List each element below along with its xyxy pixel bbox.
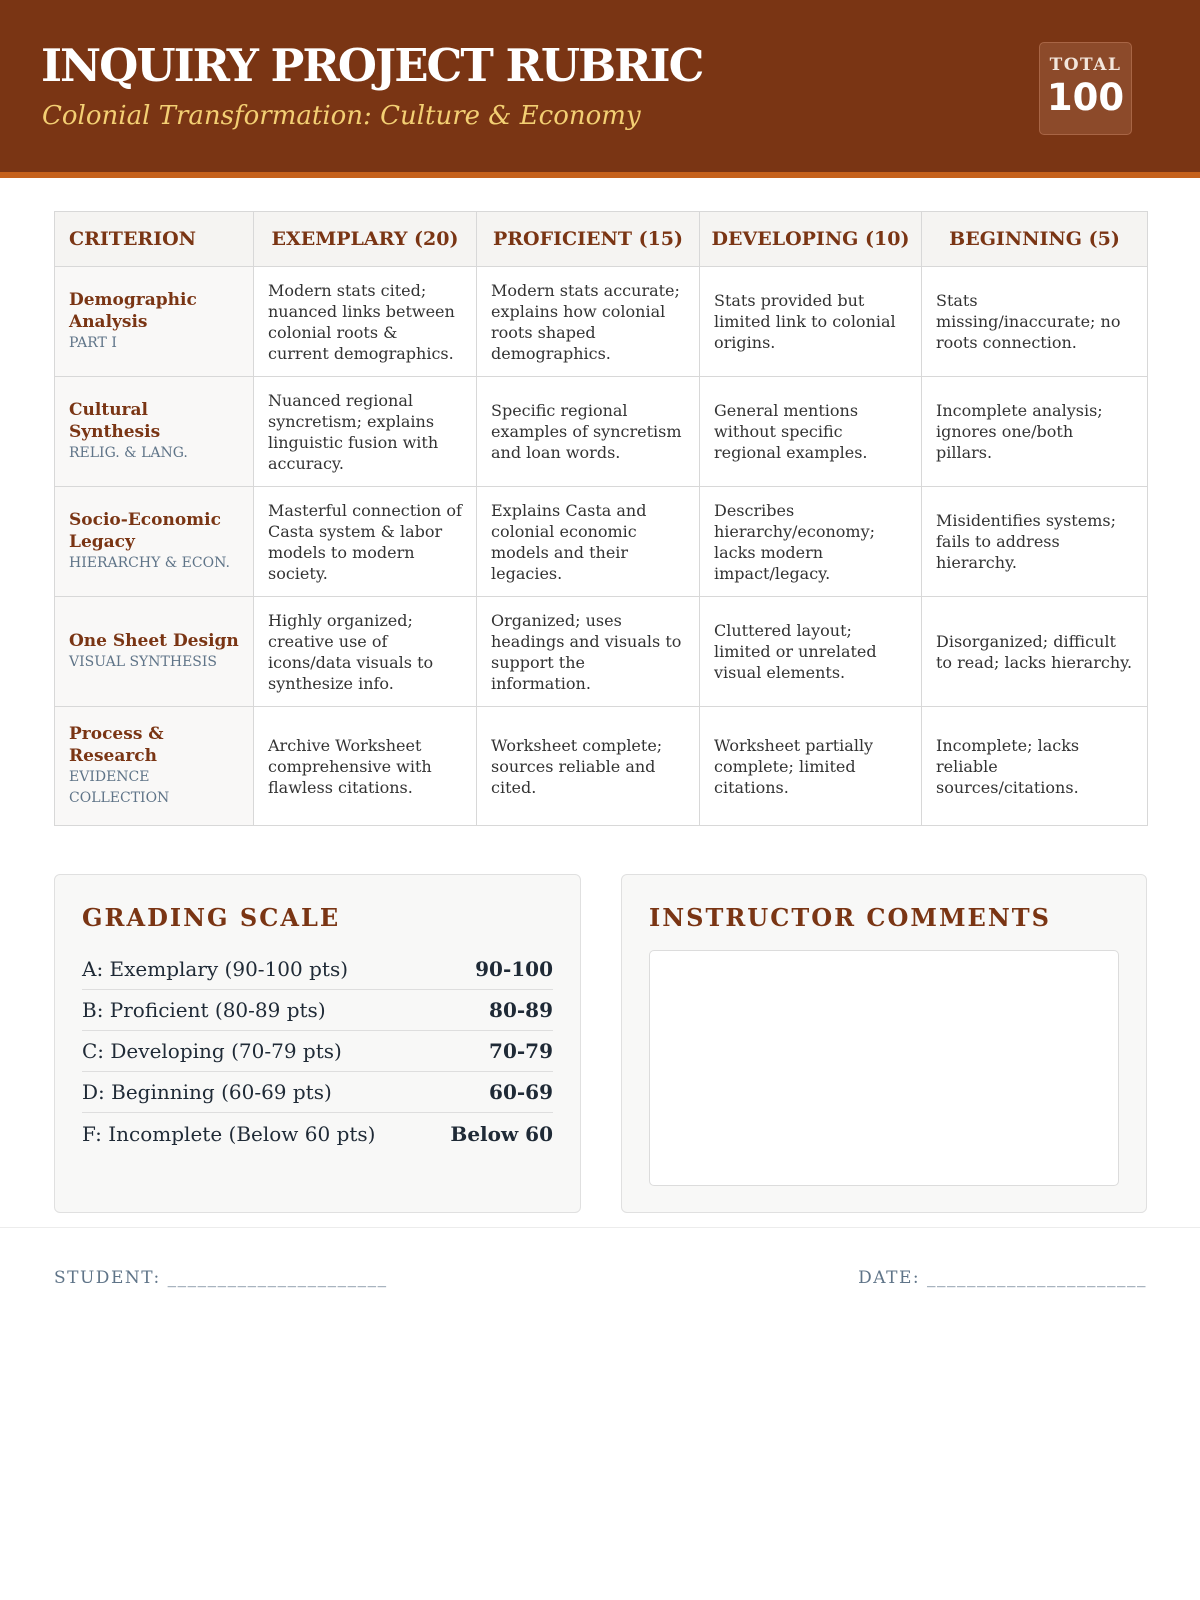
criterion-subtitle: RELIG. & LANG. bbox=[69, 445, 188, 461]
grade-range: Below 60 bbox=[450, 1121, 553, 1146]
descriptor-cell: Nuanced regional syncretism; explains linguistic fusion with accuracy. bbox=[254, 377, 477, 487]
descriptor-cell: Incomplete analysis; ignores one/both pillars. bbox=[922, 377, 1148, 487]
column-header-developing: DEVELOPING (10) bbox=[700, 212, 922, 267]
list-item bbox=[82, 1031, 553, 1072]
rubric-header-row bbox=[55, 212, 1148, 267]
criterion-cell bbox=[55, 377, 254, 487]
criterion-name: Cultural Synthesis bbox=[69, 400, 161, 442]
criterion-name: One Sheet Design bbox=[69, 631, 239, 651]
descriptor-cell: Modern stats accurate; explains how colonial roots shaped demographics. bbox=[477, 267, 700, 377]
criterion-subtitle: VISUAL SYNTHESIS bbox=[69, 654, 218, 670]
grade-label: F: Incomplete (Below 60 pts) bbox=[82, 1121, 376, 1146]
list-item bbox=[82, 990, 553, 1031]
instructor-comments-panel bbox=[621, 874, 1147, 1213]
total-label: TOTAL bbox=[1049, 55, 1122, 75]
table-row bbox=[55, 597, 1148, 707]
student-name-field[interactable]: STUDENT: ______________________ bbox=[54, 1268, 388, 1288]
list-item bbox=[82, 1113, 553, 1154]
grade-range: 60-69 bbox=[489, 1080, 553, 1104]
descriptor-cell: Stats missing/inaccurate; no roots connection. bbox=[922, 267, 1148, 377]
table-row bbox=[55, 707, 1148, 826]
criterion-subtitle: PART I bbox=[69, 335, 117, 351]
header-banner bbox=[0, 0, 1200, 178]
grade-range: 80-89 bbox=[489, 998, 553, 1022]
criterion-cell bbox=[55, 597, 254, 707]
grade-range: 90-100 bbox=[475, 957, 553, 981]
column-header-proficient: PROFICIENT (15) bbox=[477, 212, 700, 267]
footer-divider bbox=[0, 1227, 1200, 1228]
descriptor-cell: Masterful connection of Casta system & labor models to modern society. bbox=[254, 487, 477, 597]
criterion-name: Demographic Analysis bbox=[69, 290, 197, 332]
total-points-badge bbox=[1039, 42, 1132, 135]
page-subtitle: Colonial Transformation: Culture & Economy bbox=[42, 101, 641, 131]
descriptor-cell: Misidentifies systems; fails to address hierarchy. bbox=[922, 487, 1148, 597]
descriptor-cell: General mentions without specific regional examples. bbox=[700, 377, 922, 487]
descriptor-cell: Modern stats cited; nuanced links between colonial roots & current demographics. bbox=[254, 267, 477, 377]
criterion-subtitle: HIERARCHY & ECON. bbox=[69, 555, 230, 571]
instructor-comments-field[interactable] bbox=[649, 950, 1119, 1186]
descriptor-cell: Worksheet partially complete; limited citations. bbox=[700, 707, 922, 826]
grade-label: B: Proficient (80-89 pts) bbox=[82, 998, 326, 1022]
grading-scale-list bbox=[82, 949, 553, 1154]
grading-scale-panel bbox=[54, 874, 581, 1213]
descriptor-cell: Archive Worksheet comprehensive with flawless citations. bbox=[254, 707, 477, 826]
descriptor-cell: Cluttered layout; limited or unrelated visual elements. bbox=[700, 597, 922, 707]
descriptor-cell: Incomplete; lacks reliable sources/citations. bbox=[922, 707, 1148, 826]
table-row bbox=[55, 377, 1148, 487]
page-title: INQUIRY PROJECT RUBRIC bbox=[41, 39, 703, 92]
rubric-table bbox=[54, 211, 1148, 826]
criterion-cell bbox=[55, 487, 254, 597]
table-row bbox=[55, 267, 1148, 377]
criterion-name: Process & Research bbox=[69, 724, 164, 766]
criterion-cell bbox=[55, 267, 254, 377]
descriptor-cell: Stats provided but limited link to colonial origins. bbox=[700, 267, 922, 377]
date-field[interactable]: DATE: ______________________ bbox=[858, 1268, 1147, 1288]
descriptor-cell: Specific regional examples of syncretism and loan words. bbox=[477, 377, 700, 487]
descriptor-cell: Disorganized; difficult to read; lacks hierarchy. bbox=[922, 597, 1148, 707]
criterion-name: Socio-Economic Legacy bbox=[69, 510, 221, 552]
descriptor-cell: Worksheet complete; sources reliable and cited. bbox=[477, 707, 700, 826]
descriptor-cell: Describes hierarchy/economy; lacks modern impact/legacy. bbox=[700, 487, 922, 597]
total-value: 100 bbox=[1046, 76, 1125, 119]
grade-label: A: Exemplary (90-100 pts) bbox=[82, 957, 349, 981]
grade-label: D: Beginning (60-69 pts) bbox=[82, 1080, 332, 1104]
descriptor-cell: Organized; uses headings and visuals to support the information. bbox=[477, 597, 700, 707]
list-item bbox=[82, 949, 553, 990]
column-header-exemplary: EXEMPLARY (20) bbox=[254, 212, 477, 267]
grade-range: 70-79 bbox=[489, 1039, 553, 1063]
table-row bbox=[55, 487, 1148, 597]
column-header-criterion: CRITERION bbox=[55, 212, 254, 267]
criterion-subtitle: EVIDENCE COLLECTION bbox=[69, 769, 170, 806]
column-header-beginning: BEGINNING (5) bbox=[922, 212, 1148, 267]
criterion-cell bbox=[55, 707, 254, 826]
instructor-comments-title: INSTRUCTOR COMMENTS bbox=[649, 903, 1051, 932]
grading-scale-title: GRADING SCALE bbox=[82, 903, 341, 932]
descriptor-cell: Highly organized; creative use of icons/data visuals to synthesize info. bbox=[254, 597, 477, 707]
descriptor-cell: Explains Casta and colonial economic models and their legacies. bbox=[477, 487, 700, 597]
grade-label: C: Developing (70-79 pts) bbox=[82, 1039, 342, 1063]
list-item bbox=[82, 1072, 553, 1113]
